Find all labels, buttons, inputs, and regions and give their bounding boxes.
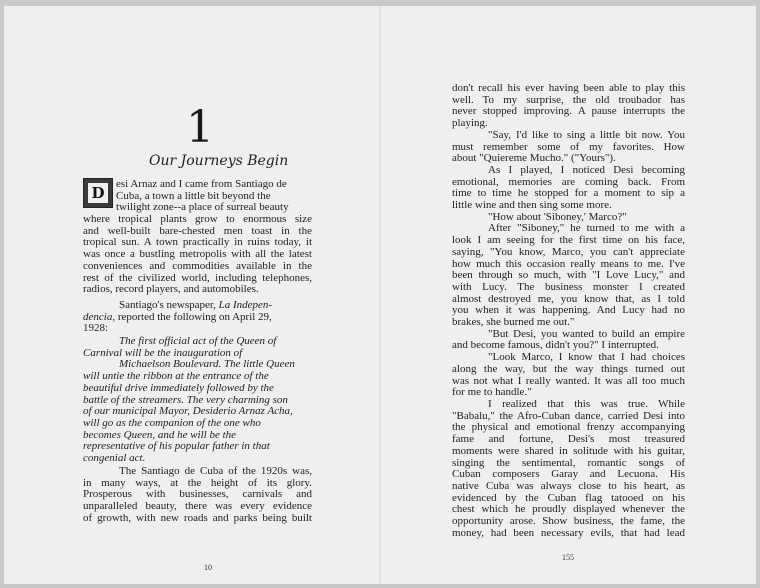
quote-line: becomes Queen, and he will be the xyxy=(83,428,237,441)
quote-line: battle of the streamers. The very charming son xyxy=(83,393,288,406)
chapter-number: 1 xyxy=(186,102,212,153)
right-text-line: brakes, she burned me out." xyxy=(452,316,575,329)
right-text-line: "Look Marco, I know that I had choices xyxy=(488,351,685,364)
right-text-line: "Say, I'd like to sing a little bit now. You xyxy=(488,128,685,141)
right-text-line: playing. xyxy=(452,117,488,130)
left-page xyxy=(4,6,379,584)
intro-line: twilight zone--a place of surreal beauty xyxy=(116,201,289,214)
right-text-line: well. To my surprise, the old troubador has xyxy=(452,93,685,106)
right-text-line: been through so much, with "I Love Lucy," and xyxy=(452,269,685,282)
right-text-line: with Lucy. The business monster I created xyxy=(452,280,685,293)
right-text-line: must remember some of my favorites. How xyxy=(452,140,685,153)
right-text-line: saying, "You know, Marco, you can't appreciate xyxy=(452,245,685,258)
para3-line: The Santiago de Cuba of the 1920s was, xyxy=(119,465,312,477)
para3-line: in many ways, at the height of its glory. xyxy=(83,476,312,489)
quote-line: beautiful drive immediately followed by the xyxy=(83,381,274,394)
quote-line: representative of his popular father in that xyxy=(83,440,270,453)
right-text-line: opportunity arose. Show business, the fame, the xyxy=(452,515,685,528)
right-text-line: As I played, I noticed Desi becoming xyxy=(488,163,685,176)
quote-line: Carnival will be the inauguration of xyxy=(83,346,243,359)
para2-line-1: Santiago's newspaper, La Indepen- xyxy=(119,299,273,311)
para1-line: rest of the civilized world, including telephones, xyxy=(83,271,312,284)
para1-line: was once a bustling metropolis with all the latest xyxy=(83,248,312,261)
right-text-line: evidenced by the Cuban flag tatooed on his xyxy=(452,491,685,504)
right-text-line: about "Quiereme Mucho." ("Yours"). xyxy=(452,152,616,165)
right-text-line: "But Desi, you wanted to build an empire xyxy=(488,327,685,340)
right-page xyxy=(381,6,756,584)
para1-line: tropical sun. A town practically in ruins today, it xyxy=(83,236,312,249)
right-text-line: emotional, memories are coming back. From xyxy=(452,175,685,188)
intro-line: esi Arnaz and I came from Santiago de xyxy=(116,178,287,190)
quote-line: Michaelson Boulevard. The little Queen xyxy=(119,358,295,371)
right-text-line: money, had been necessary evils, that had lead xyxy=(452,526,685,539)
right-text-line: never stopped improving. A pause interrupts the xyxy=(452,105,685,118)
right-text-line: the physical and emotional frenzy accompanying xyxy=(452,421,685,434)
right-page-body xyxy=(452,83,685,539)
right-text-line: native Cuba was always close to his heart, as xyxy=(452,479,685,492)
para3-line: of growth, with new roads and parks being built xyxy=(83,511,312,524)
right-text-line: chest which he proudly displayed whenever the xyxy=(452,503,685,516)
chapter-title: Our Journeys Begin xyxy=(149,153,289,169)
para1-line: conveniences and commodities available in the xyxy=(83,259,312,272)
right-text-line: singing the sentimental, romantic songs of xyxy=(452,456,685,469)
quote-line: The first official act of the Queen of xyxy=(119,335,277,347)
para2-line-3: 1928: xyxy=(83,322,109,335)
para3-line: unparalleled beauty, there was every evidence xyxy=(83,500,312,513)
right-text-line: almost destroyed me, you know that, as I told xyxy=(452,292,685,305)
paragraph-2 xyxy=(83,300,312,335)
right-text-line: I realized that this was true. While xyxy=(488,397,685,410)
para1-line: and well-built bare-chested men toast in the xyxy=(83,224,312,237)
right-text-line: time to time he stopped for a moment to sip a xyxy=(452,187,685,200)
right-text-line: look I am seeing for the first time on his face, xyxy=(452,234,685,247)
right-text-line: and become famous, didn't you?" I interrupted. xyxy=(452,339,659,352)
paragraph-3 xyxy=(83,466,312,525)
right-text-line: "Babalu," the Afro-Cuban dance, carried Desi into xyxy=(452,409,685,422)
right-text-line: for me to handle." xyxy=(452,386,532,399)
right-text-line: you when it was happening. And Lucy had no xyxy=(452,304,685,317)
drop-cap-letter: D xyxy=(88,183,108,203)
drop-cap-ornament xyxy=(83,178,113,208)
quote-line: will go as the companion of the one who xyxy=(83,416,261,429)
right-text-line: don't recall his ever having been able to play this xyxy=(452,82,685,94)
book-spread xyxy=(4,6,756,584)
right-text-line: moments were shared in solitude with his guitar, xyxy=(452,444,685,457)
quote-line: will untie the ribbon at the entrance of the xyxy=(83,370,269,383)
right-text-line: little wine and then sing some more. xyxy=(452,199,612,212)
right-text-line: fame and fortune, Desi's most treasured xyxy=(452,433,685,446)
right-page-number: 155 xyxy=(562,553,574,562)
para1-line: where tropical plants grow to enormous size xyxy=(83,213,312,225)
para1-line: radios, record players, and automobiles. xyxy=(83,283,259,296)
quote-line: congenial act. xyxy=(83,452,146,465)
intro-lines xyxy=(116,179,312,214)
right-text-line: Cuban composers Garay and Lecuona. His xyxy=(452,468,685,481)
right-text-line: how much this occasion really means to me. I've xyxy=(452,257,685,270)
newspaper-quote xyxy=(83,336,312,465)
right-text-line: After "Siboney," he turned to me with a xyxy=(488,222,685,235)
intro-line: Cuba, a town a little bit beyond the xyxy=(116,189,271,202)
quote-line: of our municipal Mayor, Desiderio Arnaz Acha, xyxy=(83,405,293,418)
para3-line: Prosperous with businesses, carnivals and xyxy=(83,488,312,501)
right-text-line: was not what I really wanted. It was all too much xyxy=(452,374,685,387)
right-text-line: "How about 'Siboney,' Marco?" xyxy=(488,210,627,223)
left-page-number: 10 xyxy=(204,563,212,572)
right-text-line: along the way, but the way things turned out xyxy=(452,362,685,375)
para2-line-2: dencia, reported the following on April 29, xyxy=(83,310,272,323)
paragraph-1 xyxy=(83,214,312,296)
